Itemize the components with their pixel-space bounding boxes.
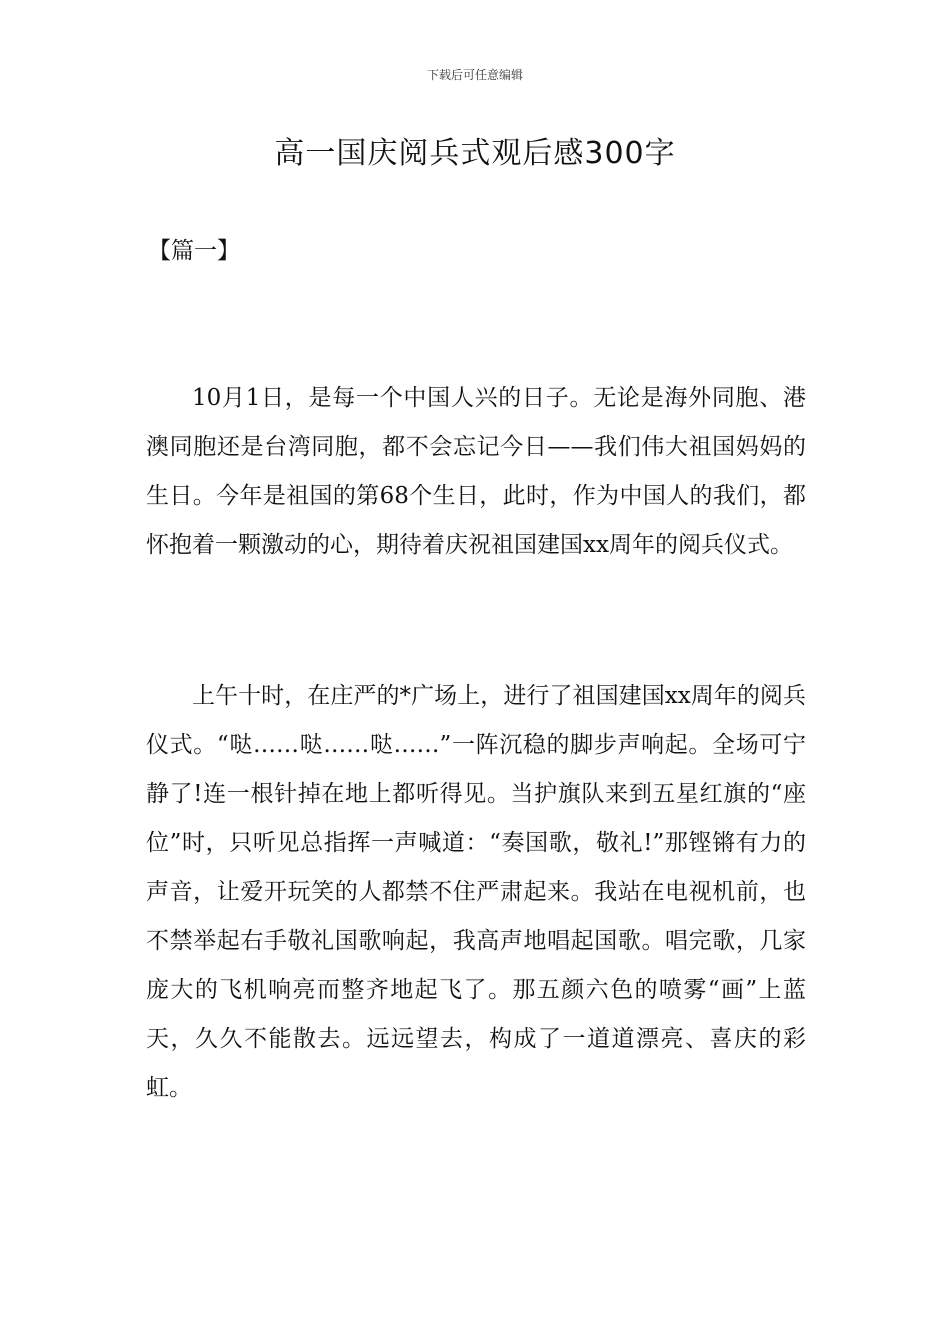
- header-note: 下载后可任意编辑: [426, 68, 523, 82]
- paragraph-1: 10月1日，是每一个中国人兴的日子。无论是海外同胞、港澳同胞还是台湾同胞，都不会忘记今日——我们伟大祖国妈妈的生日。今年是祖国的第68个生日，此时，作为中国人的我们，都怀抱着一颗激动的心，期待着庆祝祖国建国xx周年的阅兵仪式。: [146, 385, 806, 558]
- document-title: 高一国庆阅兵式观后感300字: [274, 136, 676, 171]
- section-label: 【篇一】: [148, 238, 240, 264]
- paragraph-2: 上午十时，在庄严的*广场上，进行了祖国建国xx周年的阅兵仪式。“哒……哒……哒……”一阵沉稳的脚步声响起。全场可宁静了!连一根针掉在地上都听得见。当护旗队来到五星红旗的“座位”时，只听见总指挥一声喊道：“奏国歌，敬礼!”那铿锵有力的声音，让爱开玩笑的人都禁不住严肃起来。我站在电视机前，也不禁举起右手敬礼国歌响起，我高声地唱起国歌。唱完歌，几家庞大的飞机响亮而整齐地起飞了。那五颜六色的喷雾“画”上蓝天，久久不能散去。远远望去，构成了一道道漂亮、喜庆的彩虹。: [146, 683, 806, 1101]
